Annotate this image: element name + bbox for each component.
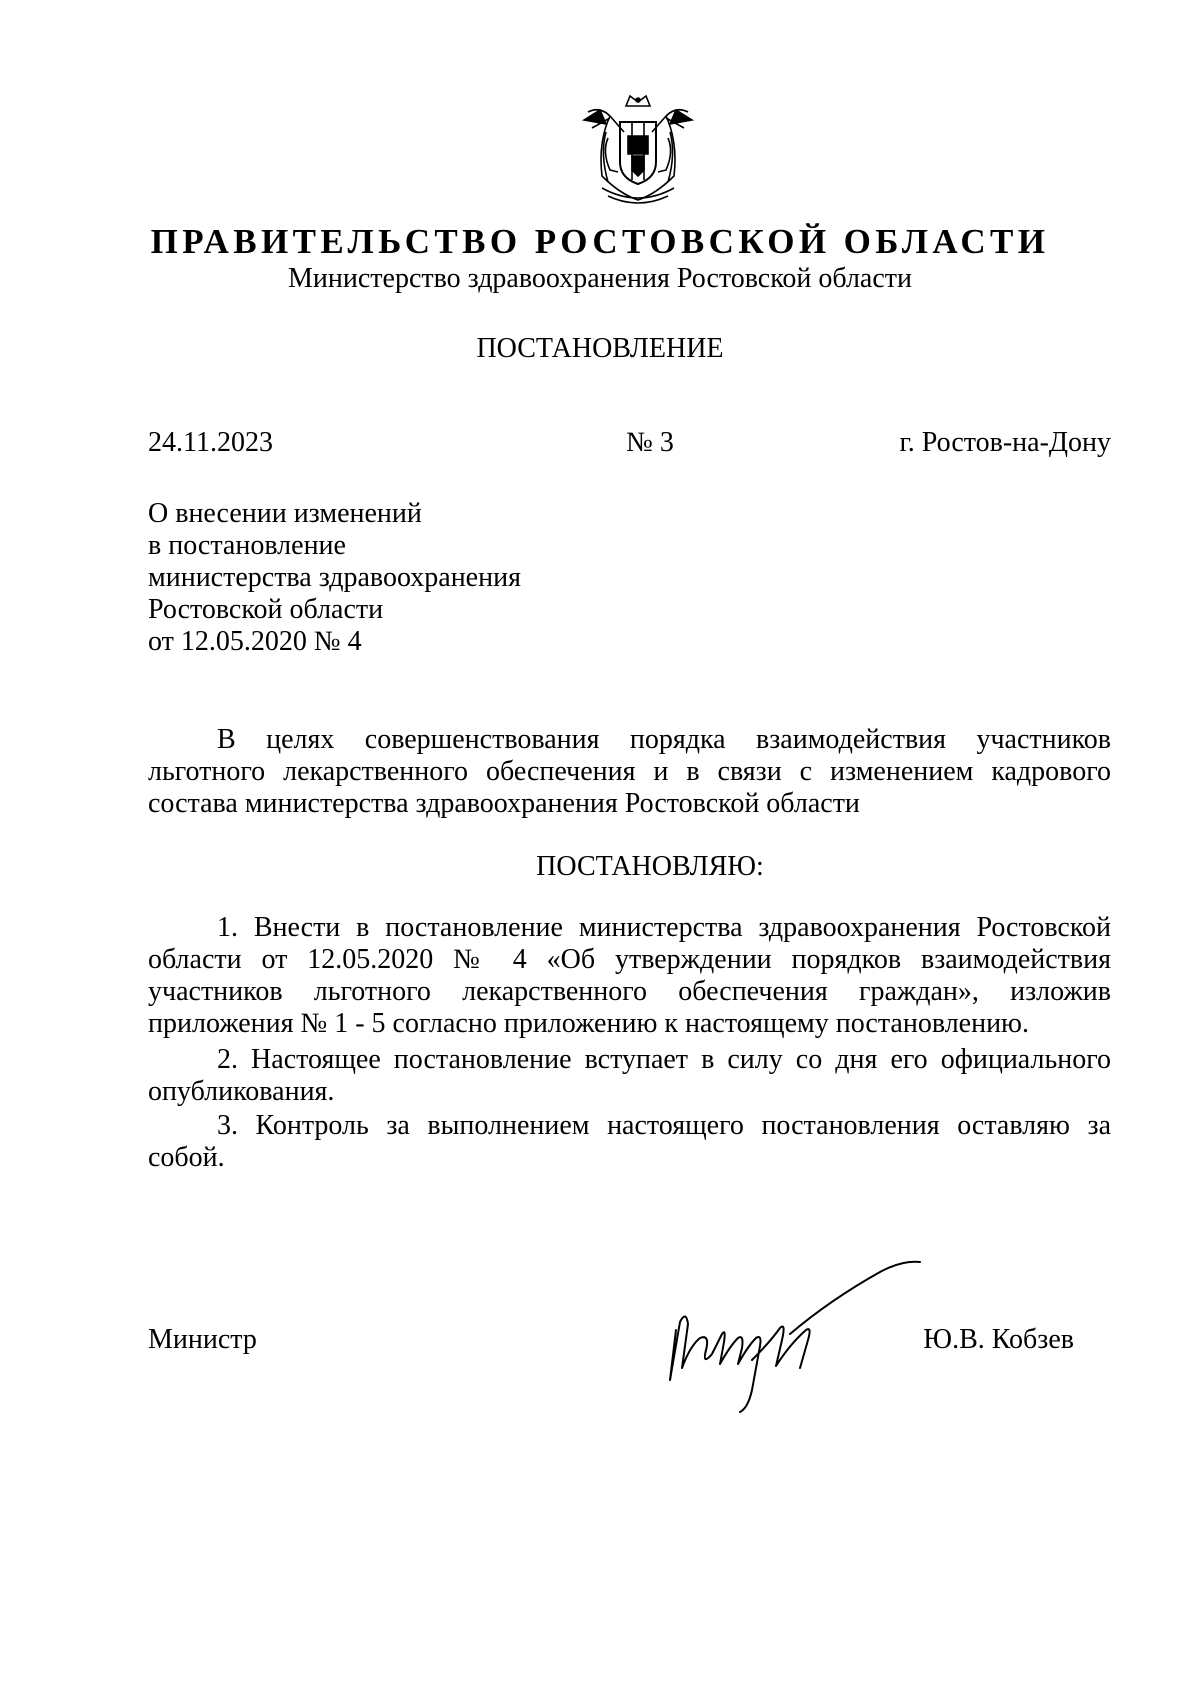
decree-item-3: 3. Контроль за выполнением настоящего постановления оставляю за собой. [148,1110,1111,1173]
ministry-subtitle: Министерство здравоохранения Ростовской области [288,263,912,294]
intro-paragraph: В целях совершенствования порядка взаимодействия участников льготного лекарственного обеспечения и в связи с изменением кадрового состава министерства здравоохранения Ростовской области [148,724,1111,819]
document-type-heading: ПОСТАНОВЛЕНИЕ [476,333,724,364]
document-city: г. Ростов-на-Дону [899,427,1111,458]
handwritten-signature [640,1250,940,1415]
signatory-name: Ю.В. Кобзев [923,1324,1074,1355]
subject-line: О внесении изменений [148,498,422,529]
subject-line: от 12.05.2020 № 4 [148,626,362,657]
subject-line: в постановление [148,530,346,561]
subject-line: министерства здравоохранения [148,562,521,593]
document-number: № 3 [626,427,674,458]
decree-item-2: 2. Настоящее постановление вступает в силу со дня его официального опубликования. [148,1044,1111,1107]
signatory-role: Министр [148,1324,257,1355]
decree-heading: ПОСТАНОВЛЯЮ: [536,851,764,882]
decree-item-1: 1. Внести в постановление министерства здравоохранения Ростовской области от 12.05.2020 № 4 «Об утверждении порядков взаимодействия участников льготного лекарственного обеспечения граждан», изложив приложения № 1 - 5 согласно приложению к настоящему постановлению. [148,912,1111,1039]
coat-of-arms-emblem [580,92,696,210]
government-title: ПРАВИТЕЛЬСТВО РОСТОВСКОЙ ОБЛАСТИ [150,222,1050,261]
document-date: 24.11.2023 [148,427,273,458]
subject-line: Ростовской области [148,594,384,625]
document-subject [148,498,521,658]
